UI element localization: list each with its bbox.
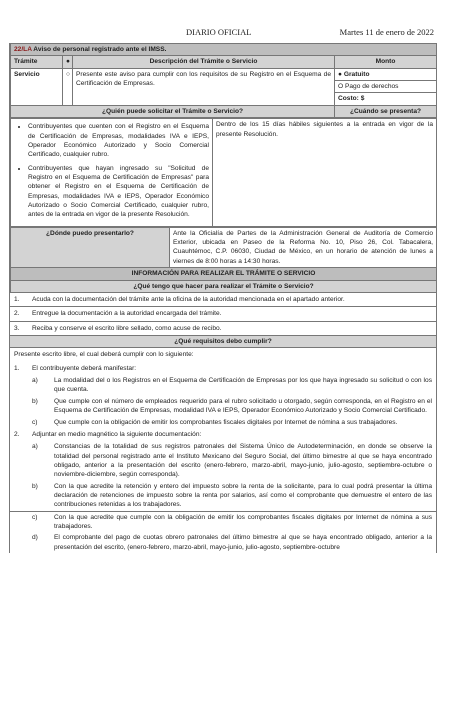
- quien-item: • Contribuyentes que hayan ingresado su "Solicitud de Registro en el Esquema de Certificación de Empresas" para obtener el Registro en el Esquema de Certificación de Empresas, modalidades IVA e IEPS, Operador Económico Autorizado o Socio Comercial Certificado, cualquier rubro, antes de la entrada en vigor de la presente Resolución.: [28, 164, 209, 220]
- list-item: c) Con la que acredite que cumple con la obligación de emitir los comprobantes fiscales digitales por Internet de nómina a sus trabajadores.: [32, 513, 432, 531]
- list-item: 3. Reciba y conserve el escrito libre sellado, como acuse de recibo.: [10, 321, 436, 335]
- list-item: b) Con la que acredite la retención y entero del impuesto sobre la renta de la solicitante, para lo cual podrá presentar la última declaración de retenciones de impuesto sobre la renta por salarios, así como el comprobante que demuestre el entero de las contribuciones retenidas a los trabajadores.: [32, 482, 432, 509]
- list-item: b) Que cumple con el número de empleados requerido para el rubro solicitado u otorgado, según corresponda, en el Registro en el Esquema de Certificación de Empresas, modalidad IVA e IEPS, Operador Económico Autorizado y Socio Comercial Certificado.: [32, 397, 432, 415]
- list-item: 2. Adjuntar en medio magnético la siguiente documentación:: [14, 430, 202, 438]
- list-item: 2. Entregue la documentación a la autoridad encargada del trámite.: [10, 306, 436, 320]
- list-item: a) Constancias de la totalidad de sus registros patronales del Sistema Único de Autodeterminación, en donde se observe la totalidad del personal registrado ante el Instituto Mexicano del Seguro Social, del último bimestre al que se haya encontrado obligado, anterior a la presentación del escrito (enero-febrero, marzo-abril, mayo-junio, julio-agosto, septiembre-octubre o noviembre-diciembre, según corresponda).: [32, 443, 432, 479]
- gratuito-option: ● Gratuito: [335, 68, 437, 80]
- requisitos-intro: Presente escrito libre, el cual deberá cumplir con lo siguiente:: [14, 351, 194, 359]
- servicio-label: Servicio: [11, 68, 63, 105]
- requisitos-header: ¿Qué requisitos debo cumplir?: [10, 335, 436, 348]
- que-hacer-header: ¿Qué tengo que hacer para realizar el Trámite o Servicio?: [11, 280, 437, 292]
- list-item: a) La modalidad del o los Registros en el Esquema de Certificación de Empresas por los que haya ingresado su solicitud o con los que cuenta.: [32, 377, 432, 394]
- costo: Costo: $: [335, 93, 437, 105]
- donde-header: ¿Dónde puedo presentarlo?: [11, 227, 170, 267]
- list-item: c) Que cumple con la obligación de emitir los comprobantes fiscales digitales por Internet de nómina a sus trabajadores.: [32, 418, 398, 426]
- journal-name: DIARIO OFICIAL: [186, 27, 252, 37]
- list-item: 1. El contribuyente deberá manifestar:: [14, 364, 137, 372]
- donde-table: [10, 227, 437, 293]
- gratuito-label: Gratuito: [343, 70, 370, 78]
- col-tramite: Trámite: [11, 56, 63, 68]
- requisitos-body: [10, 348, 436, 511]
- page-title: [11, 44, 437, 56]
- form-code: 22/LA: [14, 46, 32, 53]
- radio-servicio: ○: [63, 68, 73, 105]
- descripcion-text: Presente este aviso para cumplir con los requisitos de su Registro en el Esquema de Certificación de Empresas.: [73, 68, 335, 105]
- cuando-header: ¿Cuándo se presenta?: [335, 105, 437, 117]
- page-header: [0, 26, 452, 38]
- info-header: INFORMACIÓN PARA REALIZAR EL TRÁMITE O SERVICIO: [11, 268, 437, 280]
- list-item: 1. Acuda con la documentación del trámite ante la oficina de la autoridad mencionada en el apartado anterior.: [14, 295, 345, 303]
- quien-item: • Contribuyentes que cuenten con el Registro en el Esquema de Certificación de Empresas, modalidades IVA e IEPS, Operador Económico Autorizado y Socio Comercial Certificado, cualquier rubro.: [28, 122, 209, 159]
- publication-date: Martes 11 de enero de 2022: [339, 27, 434, 37]
- title-text: Aviso de personal registrado ante el IMSS.: [31, 46, 167, 53]
- col-descripcion: Descripción del Trámite o Servicio: [73, 56, 335, 68]
- form-document: [9, 43, 437, 553]
- pago-derechos: O Pago de derechos: [335, 81, 437, 93]
- requisitos-continued: [10, 512, 436, 553]
- cuando-text: Dentro de los 15 días hábiles siguientes a la entrada en vigor de la presente Resolución.: [213, 119, 437, 227]
- quien-body: [11, 119, 213, 227]
- quien-header: ¿Quién puede solicitar el Trámite o Servicio?: [11, 105, 335, 117]
- col-monto: Monto: [335, 56, 437, 68]
- quien-cuando-table: [10, 118, 437, 227]
- steps-list: [10, 293, 436, 335]
- donde-text: Ante la Oficialía de Partes de la Administración General de Auditoría de Comercio Exterior, ubicada en Paseo de la Reforma No. 10, Piso 26, Col. Tabacalera, Cuauhtémoc, C.P. 06030, Ciudad de México, en un horario de atención de lunes a viernes de 8:00 horas a 14:30 horas.: [170, 227, 437, 267]
- radio-tramite: ●: [63, 56, 73, 68]
- list-item: d) El comprobante del pago de cuotas obrero patronales del último bimestre al que se haya encontrado obligado, anterior a la presentación del escrito, (enero-febrero, marzo-abril, mayo-junio, julio-agosto, septiembre-octubre: [32, 534, 432, 551]
- main-table: [10, 43, 437, 118]
